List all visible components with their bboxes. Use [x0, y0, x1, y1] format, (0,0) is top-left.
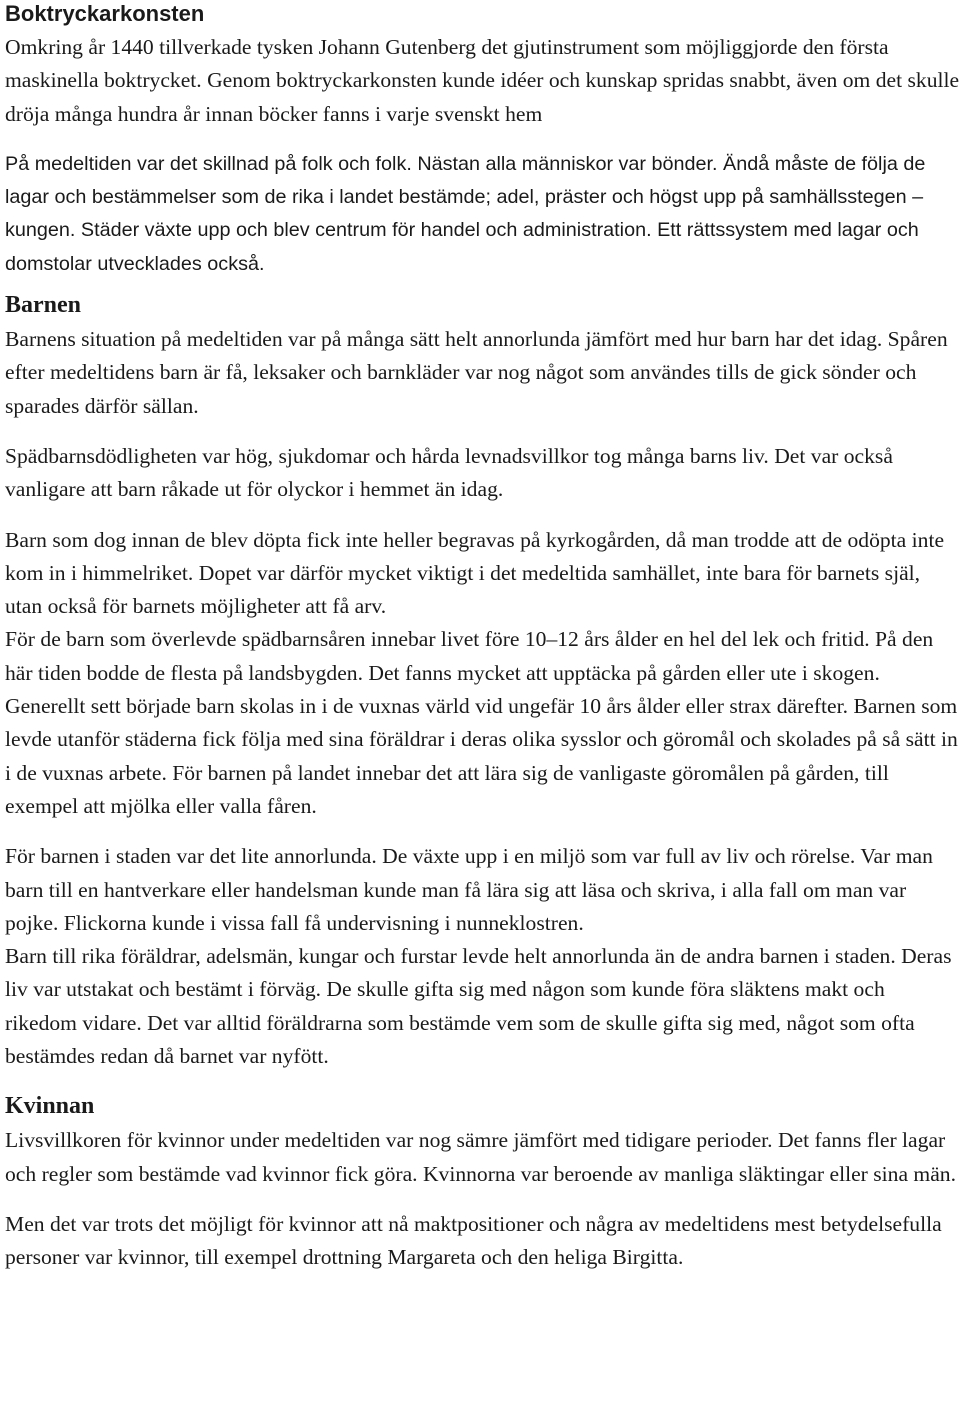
paragraph: Barn som dog innan de blev döpta fick inte heller begravas på kyrkogården, då man trodde att de odöpta inte kom in i himmelriket. Dopet var därför mycket viktigt i det medeltida samhället, inte bara för barnets själ, utan också för barnets möjligheter att få arv.	[5, 527, 945, 619]
section-title-kvinnan: Kvinnan	[5, 1093, 95, 1120]
paragraph: Barn till rika föräldrar, adelsmän, kungar och furstar levde helt annorlunda än de andra barnen i staden. Deras liv var utstakat och bestämt i förväg. De skulle gifta sig med någon som kunde föra släktens makt och rikedom vidare. Det var alltid föräldrarna som bestämde vem som de skulle gifta sig med, något som ofta bestämdes redan då barnet var nyfött.	[5, 944, 952, 1069]
section-title-barnen: Barnen	[5, 292, 82, 319]
paragraph: Livsvillkoren för kvinnor under medeltiden var nog sämre jämfört med tidigare perioder. Det fanns fler lagar och regler som bestämde vad kvinnor fick göra. Kvinnorna var beroende av manliga släktingar eller sina män.	[5, 1128, 957, 1186]
paragraph: Men det var trots det möjligt för kvinnor att nå maktpositioner och några av medeltidens mest betydelsefulla personer var kvinnor, till exempel drottning Margareta och den heliga Birgitta.	[5, 1211, 942, 1270]
paragraph: På medeltiden var det skillnad på folk och folk. Nästan alla människor var bönder. Ändå måste de följa de lagar och bestämmelser som de rika i landet bestämde; adel, präster och högst upp på samhällsstegen – kungen. Städer växte upp och blev centrum för handel och administration. Ett rättssystem med lagar och domstolar utvecklades också.	[5, 152, 926, 275]
section-title-boktryckarkonsten: Boktryckarkonsten	[5, 1, 205, 26]
paragraph: Barnens situation på medeltiden var på många sätt helt annorlunda jämfört med hur barn har det idag. Spåren efter medeltidens barn är få, leksaker och barnkläder var nog något som användes tills de gick sönder och sparades därför sällan.	[5, 327, 948, 418]
paragraph: För de barn som överlevde spädbarnsåren innebar livet före 10–12 års ålder en hel del lek och fritid. På den här tiden bodde de flesta på landsbygden. Det fanns mycket att upptäcka på gården eller ute i skogen. Generellt sett började barn skolas in i de vuxnas värld vid ungefär 10 års ålder eller strax därefter. Barnen som levde utanför städerna fick följa med sina föräldrar i deras olika sysslor och göromål och skolades på så sätt in i de vuxnas arbete. För barnen på landet innebar det att lära sig de vanligaste göromålen på gården, till exempel att mjölka eller valla fåren.	[5, 627, 958, 818]
paragraph: Omkring år 1440 tillverkade tysken Johann Gutenberg det gjutinstrument som möjliggjorde den första maskinella boktrycket. Genom boktryckarkonsten kunde idéer och kunskap spridas snabbt, även om det skulle dröja många hundra år innan böcker fanns i varje svenskt hem	[5, 35, 960, 126]
paragraph: För barnen i staden var det lite annorlunda. De växte upp i en miljö som var full av liv och rörelse. Var man barn till en hantverkare eller handelsman kunde man få lära sig att läsa och skriva, i alla fall om man var pojke. Flickorna kunde i vissa fall få undervisning i nunneklostren.	[5, 844, 933, 935]
paragraph: Spädbarnsdödligheten var hög, sjukdomar och hårda levnadsvillkor tog många barns liv. Det var också vanligare att barn råkade ut för olyckor i hemmet än idag.	[5, 443, 893, 502]
